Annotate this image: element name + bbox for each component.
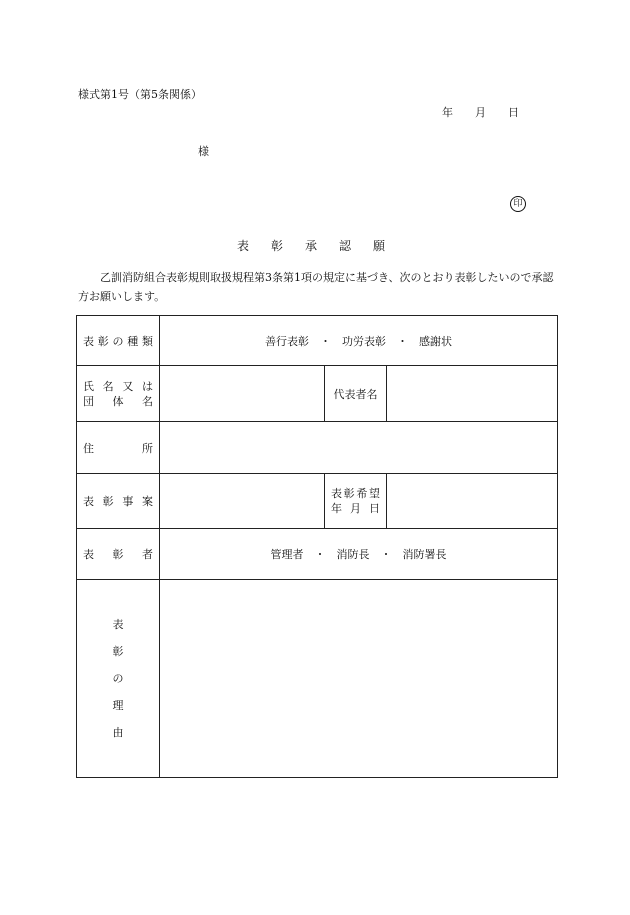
- case-label: 表彰事案: [83, 495, 153, 508]
- reason-label-char: 彰: [112, 645, 124, 658]
- name-field[interactable]: [160, 366, 325, 422]
- desired-date-label-line1: 表彰希望: [331, 487, 380, 500]
- reason-label-char: 由: [112, 726, 124, 739]
- case-label-cell: [77, 474, 160, 529]
- reason-label-char: 理: [112, 699, 124, 712]
- date-day: 日: [508, 106, 519, 119]
- awarder-label-cell: [77, 529, 160, 580]
- desired-date-field[interactable]: [387, 474, 558, 529]
- intro-paragraph: 乙訓消防組合表彰規則取扱規程第3条第1項の規定に基づき、次のとおり表彰したいので承認方お願いします。: [78, 271, 554, 303]
- representative-field[interactable]: [387, 366, 558, 422]
- awarder-options[interactable]: 管理者 ・ 消防長 ・ 消防署長: [160, 529, 558, 580]
- award-type-options[interactable]: 善行表彰 ・ 功労表彰 ・ 感謝状: [160, 316, 558, 366]
- desired-date-label-line2: 年月日: [331, 502, 380, 515]
- representative-label: 代表者名: [325, 366, 387, 422]
- reason-label-char: 表: [112, 618, 124, 631]
- row-address: [77, 422, 558, 474]
- form-number-label: 様式第1号（第5条関係）: [78, 88, 202, 101]
- recipient-suffix: 様: [198, 145, 209, 158]
- name-label-cell: [77, 366, 160, 422]
- reason-label-char: の: [112, 672, 124, 685]
- reason-field[interactable]: [160, 580, 558, 778]
- award-request-table: [76, 315, 558, 778]
- desired-date-label-cell: [325, 474, 387, 529]
- document-title: 表彰承認願: [237, 239, 408, 253]
- row-case: [77, 474, 558, 529]
- award-type-label: 表彰の種類: [83, 334, 153, 348]
- reason-label: [77, 580, 160, 778]
- awarder-label: 表彰者: [83, 548, 153, 561]
- case-field[interactable]: [160, 474, 325, 529]
- date-year: 年: [442, 106, 453, 119]
- row-reason: [77, 580, 558, 778]
- row-award-type: [77, 316, 558, 366]
- seal-mark: 印: [510, 196, 526, 212]
- address-field[interactable]: [160, 422, 558, 474]
- date-month: 月: [475, 106, 486, 119]
- address-label-cell: [77, 422, 160, 474]
- name-label-line1: 氏名又は: [83, 379, 153, 393]
- name-label-line2: 団体名: [83, 394, 153, 408]
- row-name: [77, 366, 558, 422]
- row-awarder: [77, 529, 558, 580]
- address-label: 住所: [83, 441, 153, 455]
- award-type-label-cell: [77, 316, 160, 366]
- date-line: [442, 104, 519, 120]
